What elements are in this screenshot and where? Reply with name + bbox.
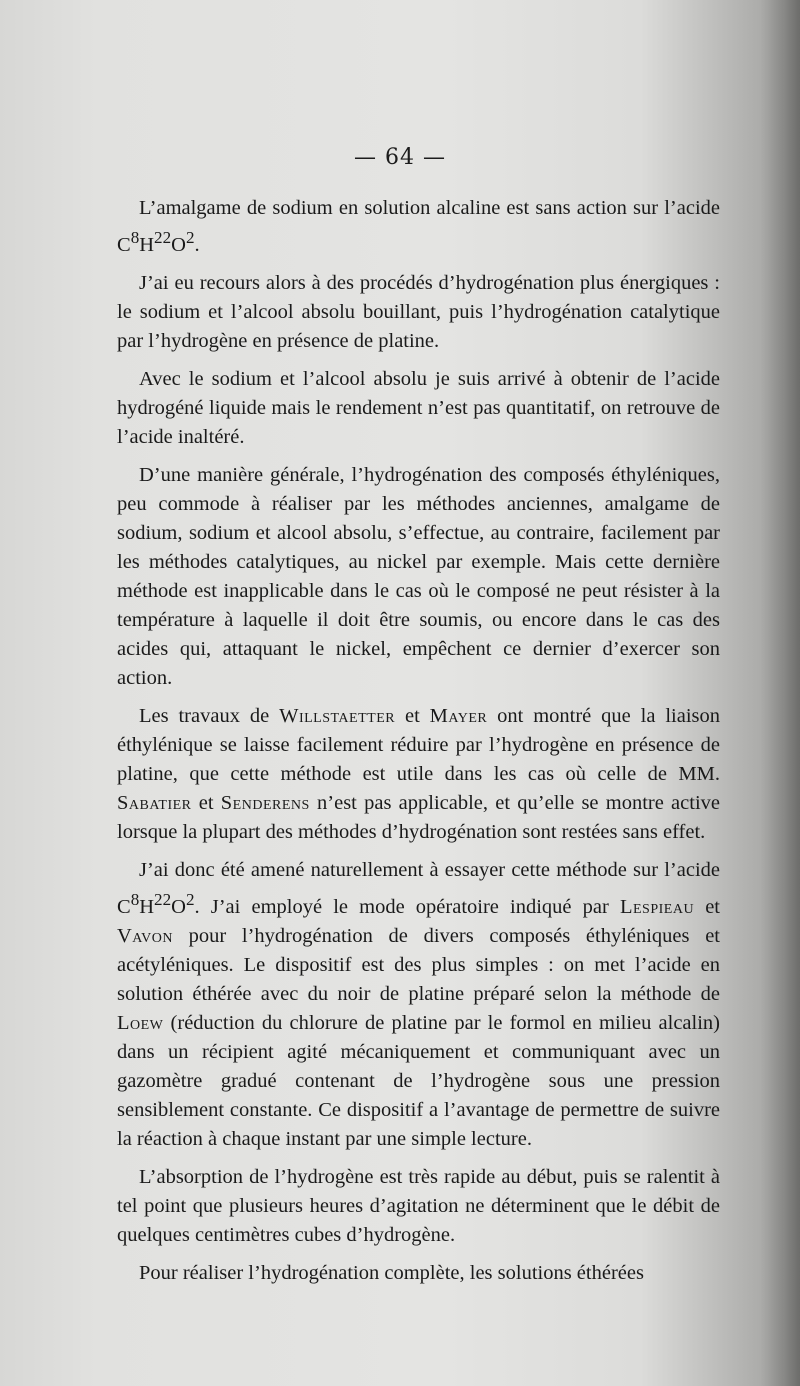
text-run: Avec le sodium et l’alcool absolu je suis arrivé à obtenir de l’acide hydrogéné liquide mais le rendement n’est pas quantitatif, on retrouve de l’acide inaltéré. [117, 367, 720, 448]
text-run: . [194, 233, 200, 256]
text-run: et [694, 895, 720, 918]
formula-subscript: 8 [130, 889, 140, 909]
text-run: Pour réaliser l’hydrogénation complète, les solutions éthérées [139, 1261, 644, 1284]
text-run: J’ai eu recours alors à des procédés d’hydrogénation plus énergiques : le sodium et l’alcool absolu bouillant, puis l’hydrogénation catalytique par l’hydrogène en présence de platine. [117, 271, 720, 352]
author-name: Senderens [220, 791, 310, 814]
text-run: L’absorption de l’hydrogène est très rapide au début, puis se ralentit à tel point que plusieurs heures d’agitation ne déterminent que le débit de quelques centimètres cubes d’hydrogène. [117, 1165, 720, 1246]
author-name: Vavon [117, 924, 173, 947]
text-run: . J’ai employé le mode opératoire indiqué par [194, 895, 620, 918]
formula-symbol: O [171, 895, 186, 918]
formula-subscript: 2 [185, 228, 195, 247]
paragraph [117, 1163, 720, 1250]
text-run: J’ai donc été amené naturellement à essayer cette méthode sur l’acide [139, 858, 720, 881]
paragraph [117, 365, 720, 452]
text-run: D’une manière générale, l’hydrogénation des composés éthyléniques, peu commode à réaliser par les méthodes anciennes, amalgame de sodium, sodium et alcool absolu, s’effectue, au contraire, facilement par les méthodes catalytiques, au nickel par exemple. Mais cette dernière méthode est inapplicable dans le cas où le composé ne peut résister à la température à laquelle il doit être soumis, ou encore dans le cas des acides qui, attaquant le nickel, empêchent ce dernier d’exercer son action. [117, 463, 720, 689]
formula-symbol: H [139, 233, 155, 256]
author-name: Willstaetter [279, 704, 396, 727]
formula-symbol: C [117, 895, 131, 918]
text-run: ont montré que la liaison éthylénique se laisse facilement réduire par l’hydrogène en présence de platine, que cette méthode est utile dans les cas où celle de MM. [117, 704, 720, 785]
author-name: Mayer [429, 704, 488, 727]
page-number: — 64 — [354, 145, 446, 170]
text-run: n’est pas applicable, et qu’elle se montre active lorsque la plupart des méthodes d’hydrogénation sont restées sans effet. [117, 791, 720, 843]
formula-subscript: 8 [130, 228, 140, 247]
formula-symbol: C [117, 233, 131, 256]
formula-subscript: 22 [154, 228, 172, 247]
formula-symbol: H [139, 895, 155, 918]
text-run: et [395, 704, 430, 727]
body-text [117, 194, 720, 1297]
paragraph [117, 1259, 720, 1288]
formula-symbol: O [171, 233, 186, 256]
paragraph [117, 461, 720, 693]
formula-subscript: 22 [154, 889, 172, 909]
author-name: Loew [117, 1011, 164, 1034]
paragraph [117, 194, 720, 260]
text-run: pour l’hydrogénation de divers composés éthyléniques et acétyléniques. Le dispositif est des plus simples : on met l’acide en solution éthérée avec du noir de platine préparé selon la méthode de [117, 924, 720, 1005]
paragraph [117, 269, 720, 356]
text-run: Les travaux de [139, 704, 280, 727]
author-name: Lespieau [619, 895, 695, 918]
text-run: (réduction du chlorure de platine par le formol en milieu alcalin) dans un récipient agité mécaniquement et communiquant avec un gazomètre gradué contenant de l’hydrogène sous une pression sensiblement constante. Ce dispositif a l’avantage de permettre de suivre la réaction à chaque instant par une simple lecture. [117, 1011, 720, 1150]
paragraph [117, 856, 720, 1154]
text-run: et [191, 791, 221, 814]
page-edge-shadow [760, 0, 800, 1386]
paragraph [117, 702, 720, 847]
text-run: L’amalgame de sodium en solution alcaline est sans action sur l’acide [139, 197, 720, 219]
author-name: Sabatier [117, 791, 192, 814]
formula-subscript: 2 [185, 889, 195, 909]
